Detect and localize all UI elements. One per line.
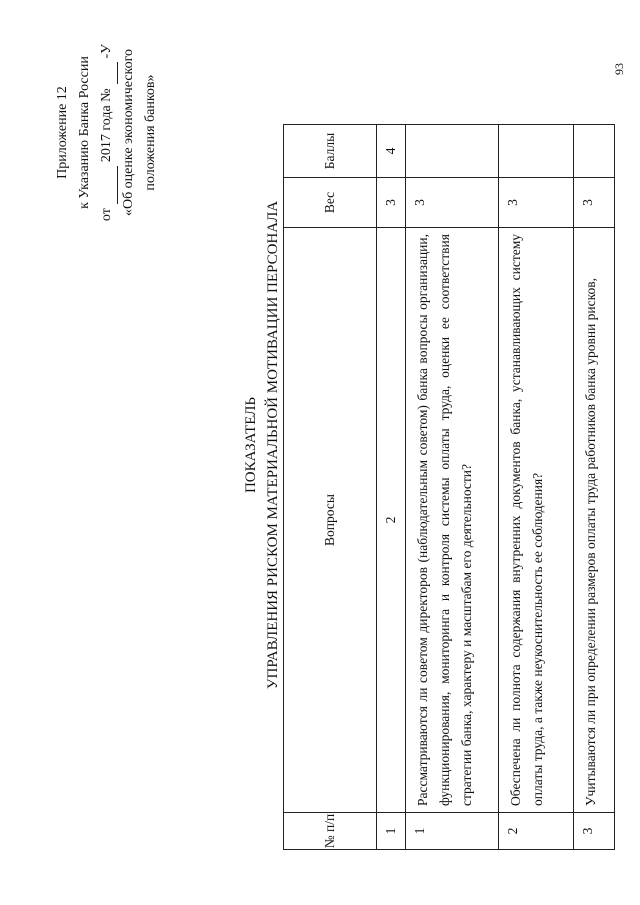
row-weight: 3 — [574, 178, 615, 228]
row-num: 1 — [406, 813, 499, 850]
attachment-date-line — [96, 20, 118, 245]
row-num: 2 — [499, 813, 574, 850]
index-question: 2 — [377, 228, 406, 813]
attachment-number: Приложение 12 — [55, 86, 70, 179]
row-question: Обеспечена ли полнота содержания внутренних документов банка, устанавливающих систему оплаты труда, а также неукоснительность ее соблюдения? — [499, 228, 574, 813]
header-num: № п/п — [284, 813, 377, 850]
index-weight: 3 — [377, 178, 406, 228]
row-score — [574, 125, 615, 178]
row-question: Рассматриваются ли советом директоров (наблюдательным советом) банка вопросы организации, функционирования, мониторинга и контроля системы оплаты труда, оценки ее соответствия стратегии банка, характеру и масштабам его деятельности? — [406, 228, 499, 813]
attachment-subject-2: положения банков» — [143, 74, 158, 191]
page-number: 93 — [612, 63, 626, 75]
index-num: 1 — [377, 813, 406, 850]
heading-subtitle: УПРАВЛЕНИЯ РИСКОМ МАТЕРИАЛЬНОЙ МОТИВАЦИИ ПЕРСОНАЛА — [265, 200, 281, 690]
attachment-suffix: -У — [99, 43, 114, 59]
heading-title: ПОКАЗАТЕЛЬ — [243, 396, 259, 494]
header-question: Вопросы — [284, 228, 377, 813]
attachment-issuer: к Указанию Банка России — [77, 56, 92, 209]
row-num: 3 — [574, 813, 615, 850]
date-blank — [103, 166, 118, 204]
number-blank — [103, 62, 118, 84]
table-row — [499, 125, 574, 850]
header-weight: Вес — [284, 178, 377, 228]
document-heading — [240, 125, 284, 765]
attachment-year: 2017 года № — [99, 88, 114, 163]
table-header-row — [284, 125, 377, 850]
attachment-block — [52, 20, 162, 245]
table-row — [574, 125, 615, 850]
column-index-row — [377, 125, 406, 850]
row-question: Учитываются ли при определении размеров оплаты труда работников банка уровни рисков, — [574, 228, 615, 813]
row-weight: 3 — [499, 178, 574, 228]
header-score: Баллы — [284, 125, 377, 178]
row-weight: 3 — [406, 178, 499, 228]
table-row — [406, 125, 499, 850]
attachment-subject-1: «Об оценке экономического — [121, 48, 136, 217]
attachment-from: от — [99, 208, 114, 222]
index-score: 4 — [377, 125, 406, 178]
row-score — [499, 125, 574, 178]
questions-table — [283, 124, 615, 850]
row-score — [406, 125, 499, 178]
